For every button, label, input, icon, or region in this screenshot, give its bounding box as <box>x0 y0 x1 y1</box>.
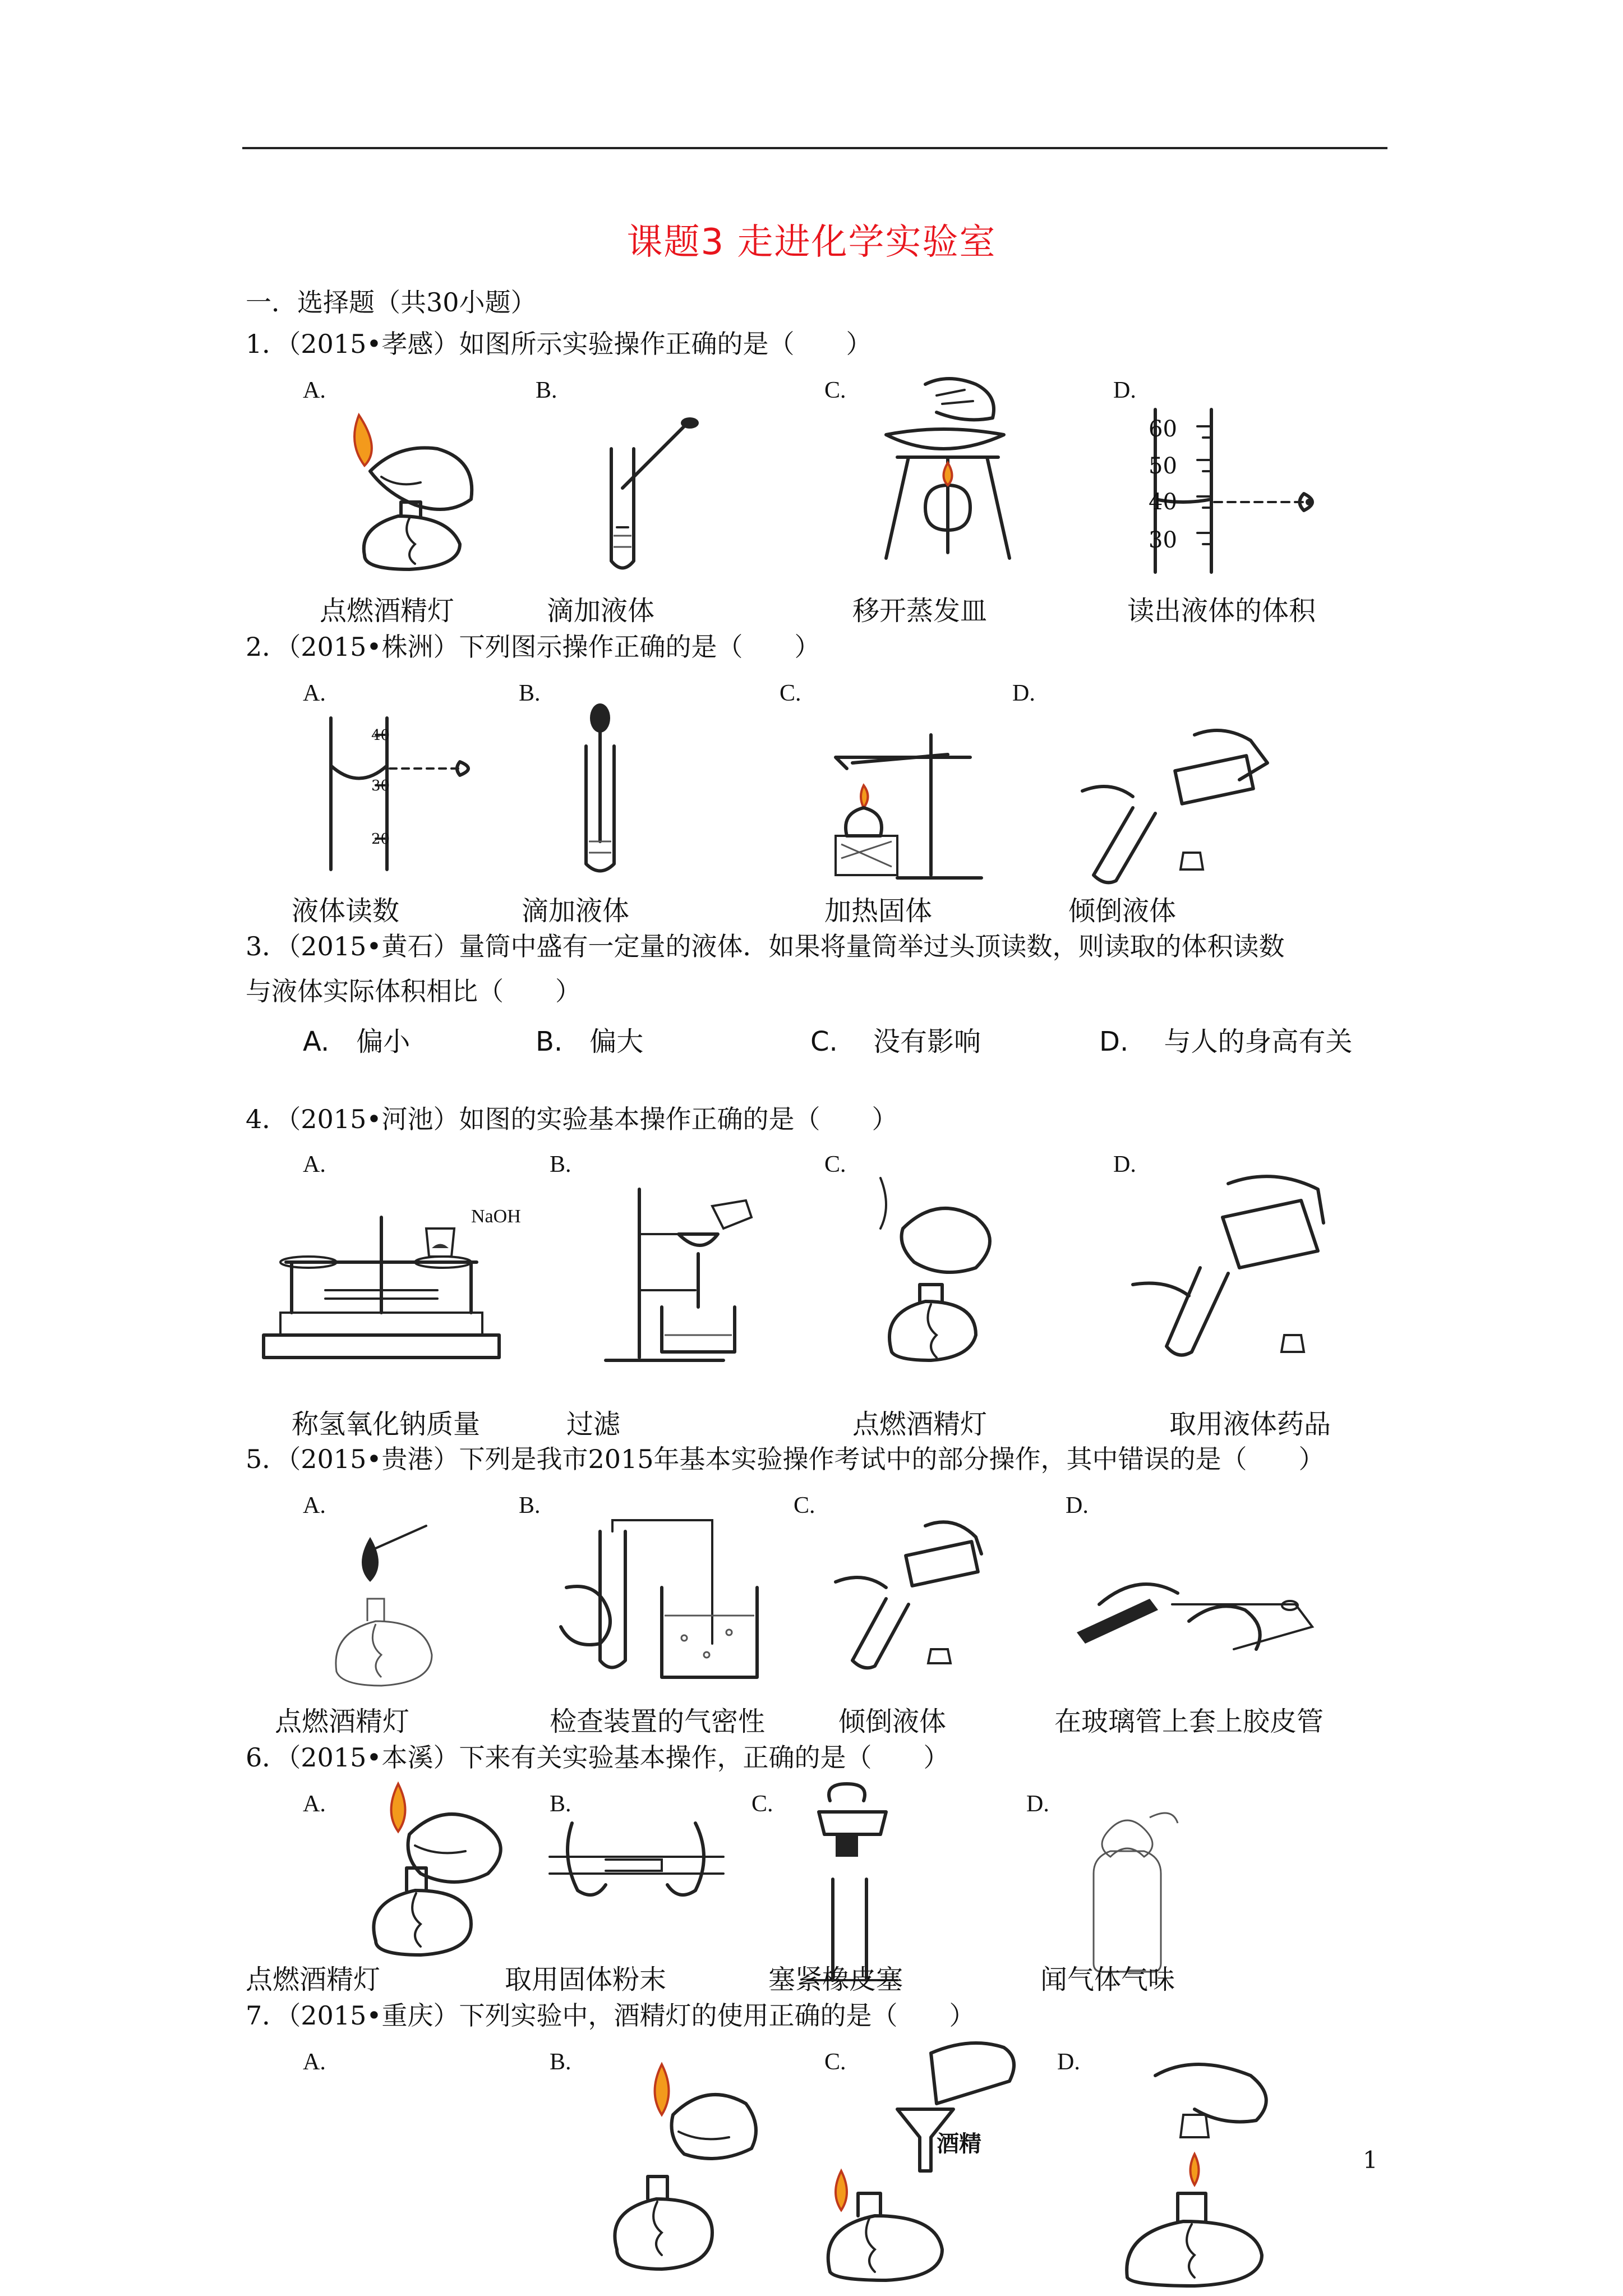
q2-caption-a: 液体读数 <box>292 895 400 927</box>
q1-option-a[interactable]: A. <box>303 378 326 403</box>
q3-option-c[interactable]: C. 没有影响 <box>810 1026 981 1057</box>
lamp-cap-extinguish-figure <box>1110 2053 1290 2289</box>
tick-20: 20 <box>371 831 390 848</box>
question-1-stem: 1．（2015•孝感）如图所示实验操作正确的是（ ） <box>246 329 872 359</box>
q7-option-c[interactable]: C. <box>824 2049 846 2075</box>
q3-option-d[interactable]: D. 与人的身高有关 <box>1099 1026 1353 1057</box>
q3-option-a[interactable]: A. 偏小 <box>303 1026 411 1057</box>
match-lighting-lamp-figure <box>314 1515 460 1694</box>
q5-option-a[interactable]: A. <box>303 1493 326 1519</box>
q1-caption-d: 读出液体的体积 <box>1127 595 1316 627</box>
tick-60: 60 <box>1149 416 1177 442</box>
q7-option-d[interactable]: D. <box>1057 2049 1080 2075</box>
lamp-lit-by-lamp-figure-4 <box>594 2059 763 2272</box>
q1-option-b[interactable]: B. <box>536 378 557 403</box>
q5-caption-d: 在玻璃管上套上胶皮管 <box>1054 1706 1324 1737</box>
q2-caption-c: 加热固体 <box>824 895 933 927</box>
q2-option-c[interactable]: C. <box>780 680 801 706</box>
hand-removing-evaporating-dish-figure <box>852 373 1032 581</box>
lamp-lit-by-lamp-figure <box>336 404 494 578</box>
tick-30: 30 <box>371 777 390 794</box>
question-7-stem: 7．（2015•重庆）下列实验中，酒精灯的使用正确的是（ ） <box>246 2000 975 2031</box>
rubber-tube-on-glass-figure <box>1066 1537 1335 1672</box>
question-2-stem: 2．（2015•株洲）下列图示操作正确的是（ ） <box>246 632 820 662</box>
question-3-stem-line2: 与液体实际体积相比（ ） <box>246 976 581 1006</box>
q4-caption-b: 过滤 <box>566 1409 621 1440</box>
q4-caption-d: 取用液体药品 <box>1169 1409 1331 1440</box>
tick-40: 40 <box>371 727 390 744</box>
q7-option-b[interactable]: B. <box>550 2049 571 2075</box>
q2-option-d[interactable]: D. <box>1012 680 1035 706</box>
q7-option-a[interactable]: A. <box>303 2049 326 2075</box>
tick-50: 50 <box>1149 453 1177 479</box>
question-6-stem: 6．（2015•本溪）下来有关实验基本操作，正确的是（ ） <box>246 1742 949 1773</box>
lamp-lit-by-lamp-figure-2 <box>858 1167 1009 1369</box>
solid-powder-paper-trough-figure <box>538 1806 735 1918</box>
q1-option-c[interactable]: C. <box>824 378 846 403</box>
header-rule <box>242 147 1387 149</box>
heating-solid-setup-figure <box>819 724 1004 886</box>
q1-caption-c: 移开蒸发皿 <box>852 595 988 627</box>
liquid-reading-cylinder-figure <box>320 712 488 875</box>
pour-liquid-hand-figure-2 <box>824 1515 993 1683</box>
q6-caption-c: 塞紧橡皮塞 <box>768 1964 903 1995</box>
q5-caption-a: 点燃酒精灯 <box>275 1706 410 1737</box>
q6-option-d[interactable]: D. <box>1026 1791 1049 1817</box>
q2-caption-b: 滴加液体 <box>522 895 630 927</box>
q6-caption-a: 点燃酒精灯 <box>246 1964 381 1995</box>
q1-caption-b: 滴加液体 <box>547 595 655 627</box>
q2-option-a[interactable]: A. <box>303 680 326 706</box>
smell-gas-waft-figure <box>1066 1795 1189 1975</box>
pour-liquid-hand-figure <box>1066 724 1301 886</box>
q6-option-b[interactable]: B. <box>550 1791 571 1817</box>
question-3-stem-line1: 3．（2015•黄石）量筒中盛有一定量的液体．如果将量筒举过头顶读数，则读取的体积读数 <box>246 931 1285 961</box>
dropper-inserted-tube-figure <box>566 701 634 881</box>
q4-option-c[interactable]: C. <box>824 1152 846 1177</box>
question-4-stem: 4．（2015•河池）如图的实验基本操作正确的是（ ） <box>246 1104 898 1134</box>
dropper-in-tube-figure <box>589 415 712 578</box>
q5-option-d[interactable]: D. <box>1066 1493 1089 1519</box>
page-title: 课题3 走进化学实验室 <box>626 222 997 263</box>
q5-option-c[interactable]: C. <box>794 1493 815 1519</box>
page-number: 1 <box>1363 2146 1378 2174</box>
tick-30: 30 <box>1149 527 1177 553</box>
q2-caption-d: 倾倒液体 <box>1068 895 1177 927</box>
q6-option-c[interactable]: C. <box>751 1791 773 1817</box>
question-5-stem: 5．（2015•贵港）下列是我市2015年基本实验操作考试中的部分操作，其中错误的是（ ） <box>246 1444 1325 1474</box>
airtightness-check-figure <box>550 1515 774 1694</box>
q5-option-b[interactable]: B. <box>519 1493 541 1519</box>
section-heading: 一．选择题（共30小题） <box>246 287 537 318</box>
adding-alcohol-with-funnel-figure <box>808 2036 1032 2283</box>
q4-caption-a: 称氢氧化钠质量 <box>292 1409 481 1440</box>
q5-caption-b: 检查装置的气密性 <box>550 1706 766 1737</box>
q6-caption-b: 取用固体粉末 <box>505 1964 667 1995</box>
pour-liquid-reagent-figure <box>1116 1167 1340 1369</box>
q6-option-a[interactable]: A. <box>303 1791 326 1817</box>
tick-40: 40 <box>1149 489 1177 515</box>
lamp-lit-by-lamp-figure-3 <box>353 1778 522 1963</box>
q2-option-b[interactable]: B. <box>519 680 541 706</box>
q4-caption-c: 点燃酒精灯 <box>852 1409 988 1440</box>
q1-caption-a: 点燃酒精灯 <box>320 595 455 627</box>
filtration-setup-figure <box>594 1178 774 1369</box>
q6-caption-d: 闻气体气味 <box>1040 1964 1175 1995</box>
q5-caption-c: 倾倒液体 <box>838 1706 947 1737</box>
q1-option-d[interactable]: D. <box>1113 378 1136 403</box>
q4-option-d[interactable]: D. <box>1113 1152 1136 1177</box>
balance-weighing-figure <box>258 1184 505 1369</box>
q4-option-a[interactable]: A. <box>303 1152 326 1177</box>
q3-option-b[interactable]: B. 偏大 <box>536 1026 644 1057</box>
alcohol-label: 酒精 <box>937 2131 981 2157</box>
naoh-label: NaOH <box>471 1206 521 1227</box>
q4-option-b[interactable]: B. <box>550 1152 571 1177</box>
